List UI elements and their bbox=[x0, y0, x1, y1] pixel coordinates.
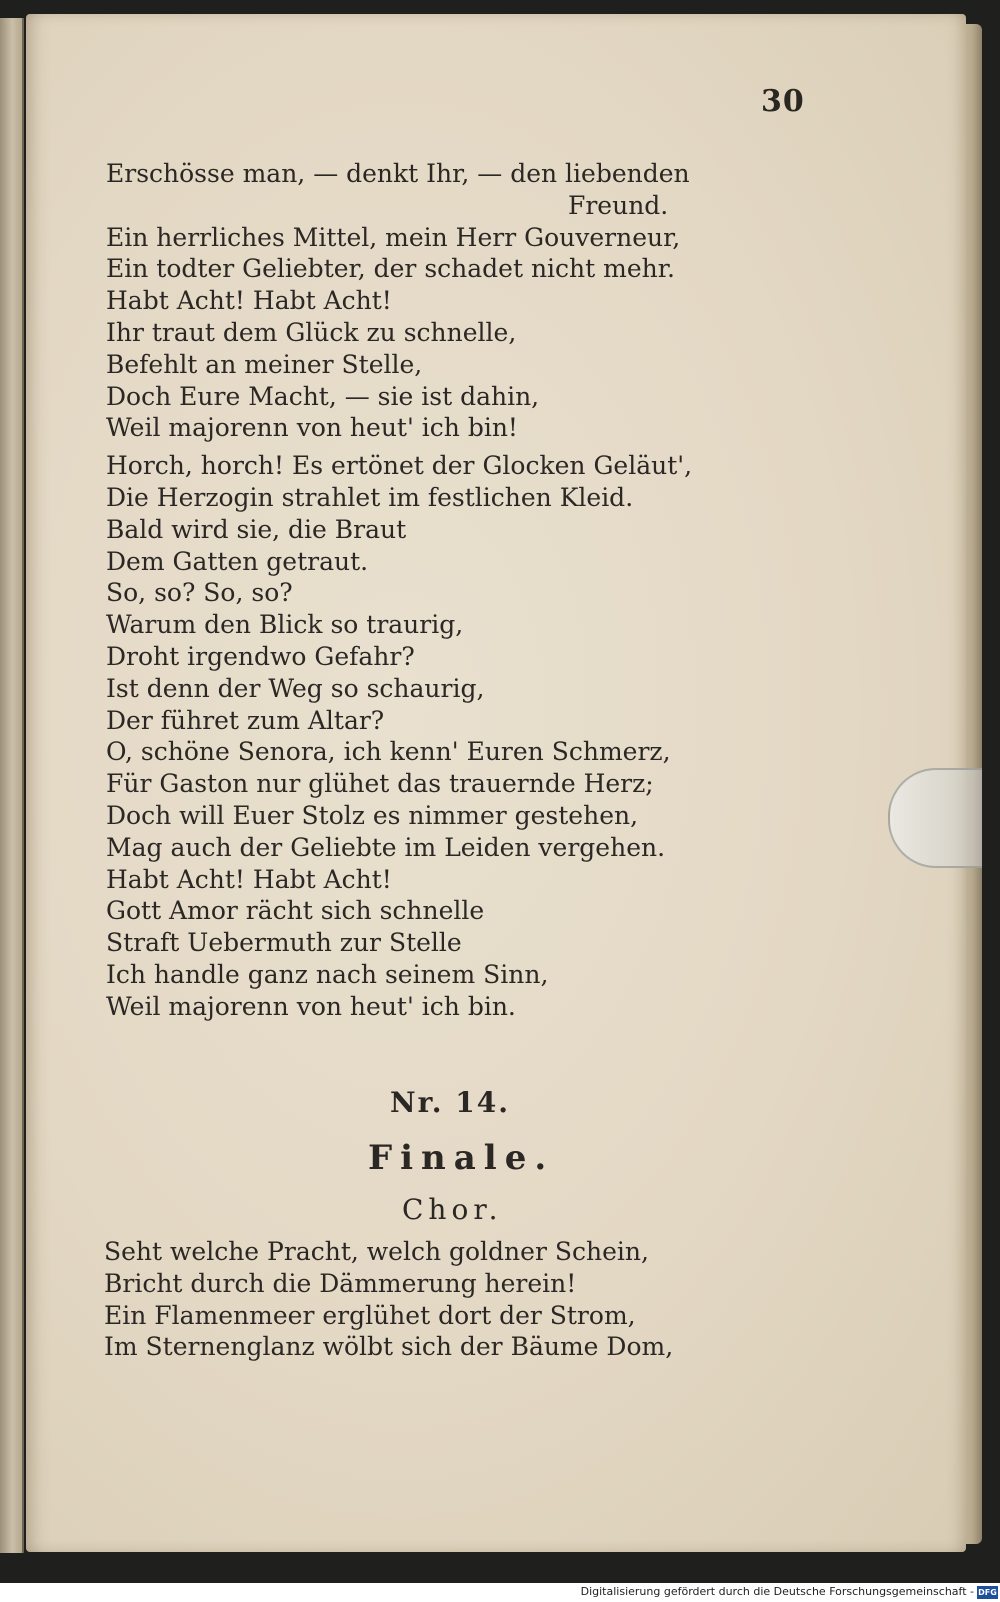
dfg-logo: DFG bbox=[978, 1588, 997, 1597]
verse-line: Habt Acht! Habt Acht! bbox=[106, 864, 392, 894]
footer-credit: Digitalisierung gefördert durch die Deutsche Forschungsgemeinschaft - bbox=[580, 1585, 974, 1598]
finale-text bbox=[104, 1236, 824, 1363]
verse-line: So, so? So, so? bbox=[106, 578, 293, 608]
verse-line: Ein todter Geliebter, der schadet nicht mehr. bbox=[106, 254, 675, 284]
verse-line: Ich handle ganz nach seinem Sinn, bbox=[106, 959, 549, 989]
verse-line: Horch, horch! Es ertönet der Glocken Geläut', bbox=[106, 451, 693, 481]
verse-line: Dem Gatten getraut. bbox=[106, 546, 369, 576]
verse-line: Seht welche Pracht, welch goldner Schein, bbox=[104, 1237, 649, 1266]
verse-line: Gott Amor rächt sich schnelle bbox=[106, 896, 485, 926]
finale-heading: Finale. bbox=[368, 1138, 555, 1178]
verse-line: Bricht durch die Dämmerung herein! bbox=[104, 1268, 577, 1298]
verse-line: Ihr traut dem Glück zu schnelle, bbox=[106, 317, 517, 347]
verse-line: Warum den Blick so traurig, bbox=[106, 610, 464, 640]
page-clip bbox=[888, 768, 982, 868]
verse-text bbox=[106, 158, 826, 1023]
verse-line: Droht irgendwo Gefahr? bbox=[106, 641, 415, 671]
footer-bar bbox=[0, 1583, 1000, 1602]
verse-line: Erschösse man, — denkt Ihr, — den liebenden bbox=[106, 159, 690, 188]
verse-line: O, schöne Senora, ich kenn' Euren Schmerz, bbox=[106, 737, 671, 767]
verse-line: Befehlt an meiner Stelle, bbox=[106, 349, 423, 379]
verse-line: Doch will Euer Stolz es nimmer gestehen, bbox=[106, 800, 639, 830]
page-number: 30 bbox=[761, 84, 805, 119]
verse-line: Ein herrliches Mittel, mein Herr Gouverneur, bbox=[106, 222, 681, 252]
verse-line: Ein Flamenmeer erglühet dort der Strom, bbox=[104, 1300, 636, 1330]
verse-line: Ist denn der Weg so schaurig, bbox=[106, 673, 485, 703]
verse-line: Freund. bbox=[568, 190, 669, 220]
verse-line: Straft Uebermuth zur Stelle bbox=[106, 928, 462, 958]
verse-line: Im Sternenglanz wölbt sich der Bäume Dom, bbox=[104, 1332, 674, 1362]
verse-line: Habt Acht! Habt Acht! bbox=[106, 286, 392, 316]
verse-line: Doch Eure Macht, — sie ist dahin, bbox=[106, 381, 540, 411]
verse-line: Bald wird sie, die Braut bbox=[106, 514, 407, 544]
verse-line: Weil majorenn von heut' ich bin. bbox=[106, 991, 516, 1021]
verse-line: Für Gaston nur glühet das trauernde Herz; bbox=[106, 769, 654, 799]
verse-line: Weil majorenn von heut' ich bin! bbox=[106, 413, 518, 443]
verse-line: Mag auch der Geliebte im Leiden vergehen. bbox=[106, 832, 666, 862]
number-heading: Nr. 14. bbox=[390, 1086, 510, 1119]
verse-line: Die Herzogin strahlet im festlichen Kleid. bbox=[106, 482, 634, 512]
left-page-edge bbox=[0, 18, 24, 1553]
verse-line: Der führet zum Altar? bbox=[106, 705, 385, 735]
chor-heading: Chor. bbox=[402, 1193, 503, 1226]
